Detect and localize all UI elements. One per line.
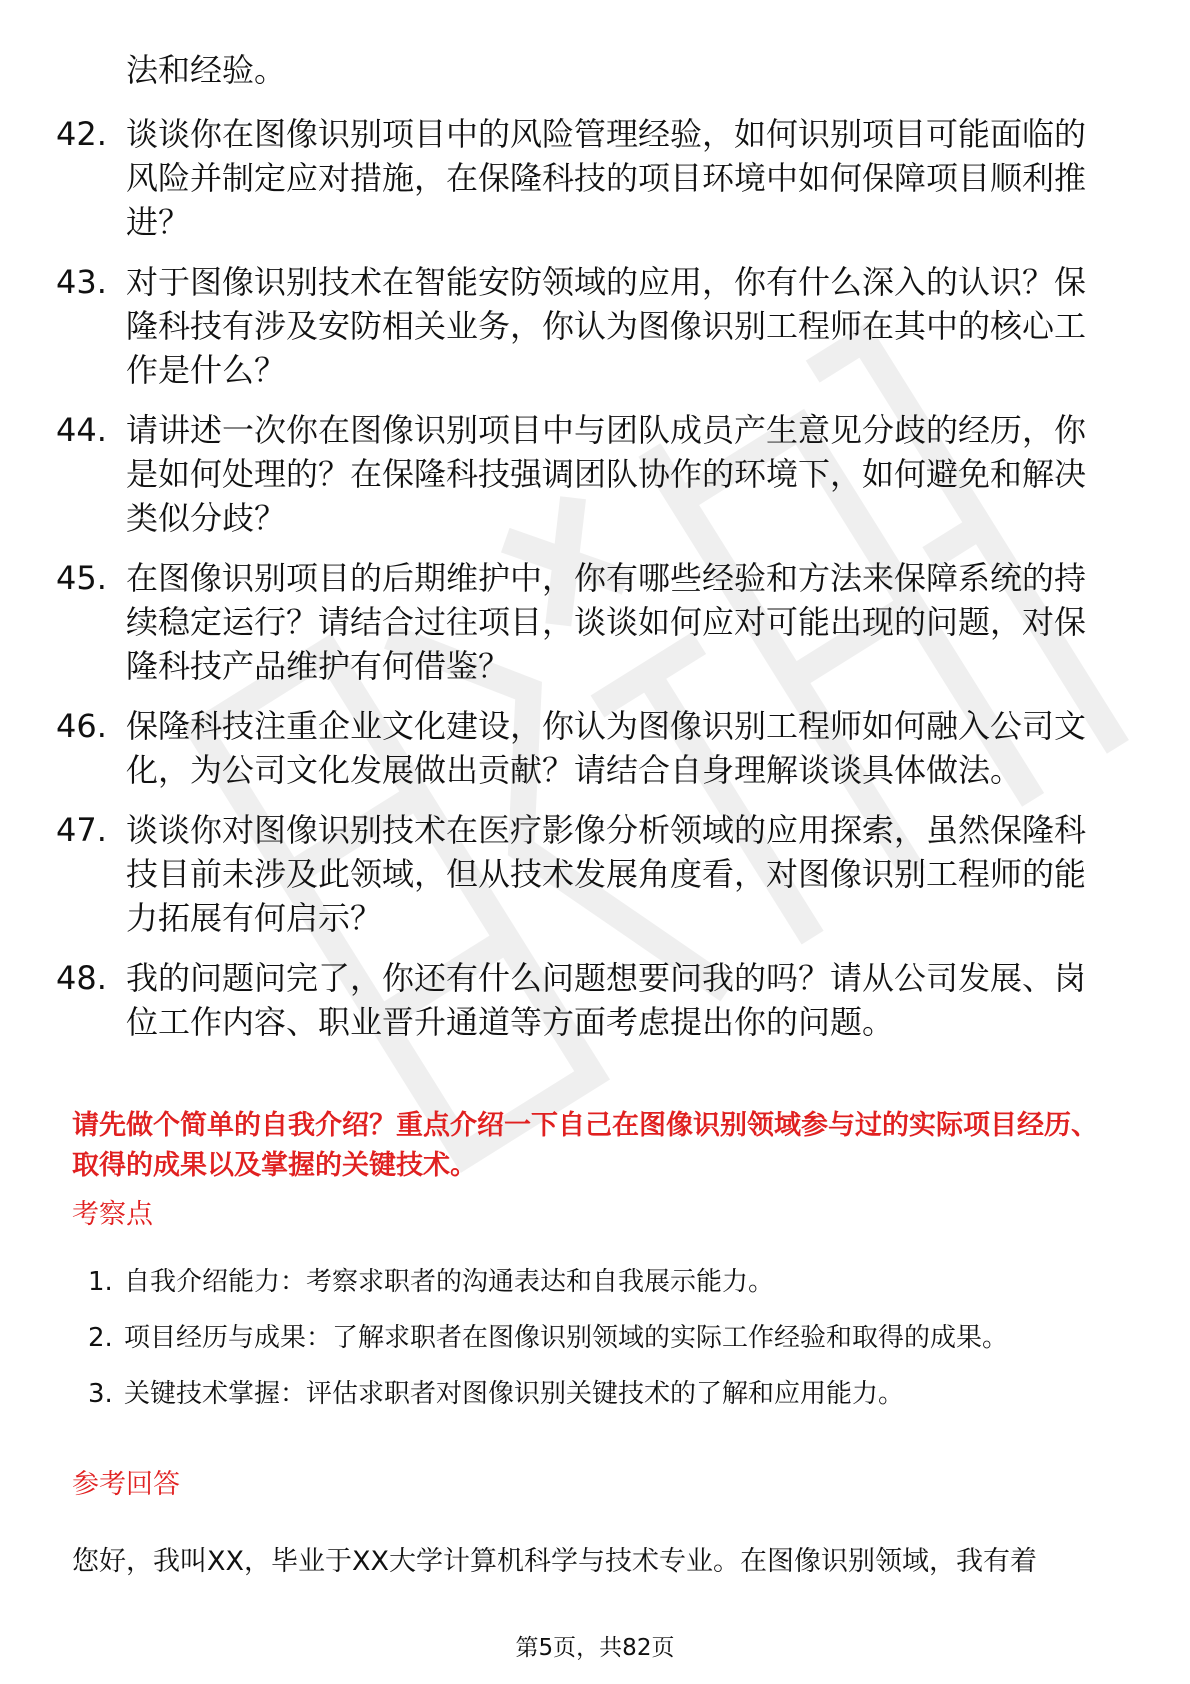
question-number: 47.: [56, 811, 107, 849]
question-list: [56, 112, 1116, 1060]
question-text: 谈谈你对图像识别技术在医疗影像分析领域的应用探索，虽然保隆科技目前未涉及此领域，但从技术发展角度看，对图像识别工程师的能力拓展有何启示？: [126, 811, 1087, 937]
question-item: [56, 260, 1116, 392]
question-text: 在图像识别项目的后期维护中，你有哪些经验和方法来保障系统的持续稳定运行？请结合过往项目，谈谈如何应对可能出现的问题，对保隆科技产品维护有何借鉴？: [126, 559, 1087, 685]
continuation-text: 法和经验。: [126, 51, 287, 89]
question-text: 请讲述一次你在图像识别项目中与团队成员产生意见分歧的经历，你是如何处理的？在保隆科技强调团队协作的环境下，如何避免和解决类似分歧？: [126, 411, 1087, 537]
question-number: 46.: [56, 707, 107, 745]
exam-point-text: 关键技术掌握：评估求职者对图像识别关键技术的了解和应用能力。: [124, 1379, 905, 1409]
question-item: [56, 112, 1116, 244]
exam-point-number: 3.: [88, 1379, 113, 1409]
question-text: 保隆科技注重企业文化建设，你认为图像识别工程师如何融入公司文化，为公司文化发展做出贡献？请结合自身理解谈谈具体做法。: [126, 707, 1087, 789]
exam-points-title: 考察点: [72, 1199, 153, 1230]
exam-point-text: 自我介绍能力：考察求职者的沟通表达和自我展示能力。: [124, 1267, 775, 1297]
exam-point-number: 1.: [88, 1267, 113, 1297]
exam-point-item: [88, 1264, 1108, 1300]
highlight-question: 请先做个简单的自我介绍？重点介绍一下自己在图像识别领域参与过的实际项目经历、取得的成果以及掌握的关键技术。: [72, 1110, 1098, 1181]
exam-point-item: [88, 1376, 1108, 1412]
question-item: [56, 956, 1116, 1044]
question-number: 45.: [56, 559, 107, 597]
question-number: 43.: [56, 263, 107, 301]
question-number: 42.: [56, 115, 107, 153]
question-text: 谈谈你在图像识别项目中的风险管理经验，如何识别项目可能面临的风险并制定应对措施，在保隆科技的项目环境中如何保障项目顺利推进？: [126, 115, 1087, 241]
question-item: [56, 704, 1116, 792]
reference-answer-title: 参考回答: [72, 1469, 180, 1500]
question-text: 对于图像识别技术在智能安防领域的应用，你有什么深入的认识？保隆科技有涉及安防相关业务，你认为图像识别工程师在其中的核心工作是什么？: [126, 263, 1087, 389]
reference-answer-text: 您好，我叫XX，毕业于XX大学计算机科学与技术专业。在图像识别领域，我有着: [72, 1546, 1037, 1577]
exam-point-item: [88, 1320, 1108, 1356]
question-number: 48.: [56, 959, 107, 997]
question-item: [56, 556, 1116, 688]
page-number-label: 第5页，共82页: [515, 1635, 675, 1661]
page-footer: [0, 1632, 1190, 1664]
question-number: 44.: [56, 411, 107, 449]
question-item: [56, 408, 1116, 540]
question-item: [56, 808, 1116, 940]
exam-point-number: 2.: [88, 1323, 113, 1353]
exam-point-text: 项目经历与成果：了解求职者在图像识别领域的实际工作经验和取得的成果。: [124, 1323, 1009, 1353]
question-text: 我的问题问完了，你还有什么问题想要问我的吗？请从公司发展、岗位工作内容、职业晋升通道等方面考虑提出你的问题。: [126, 959, 1087, 1041]
exam-points-list: [88, 1264, 1108, 1432]
